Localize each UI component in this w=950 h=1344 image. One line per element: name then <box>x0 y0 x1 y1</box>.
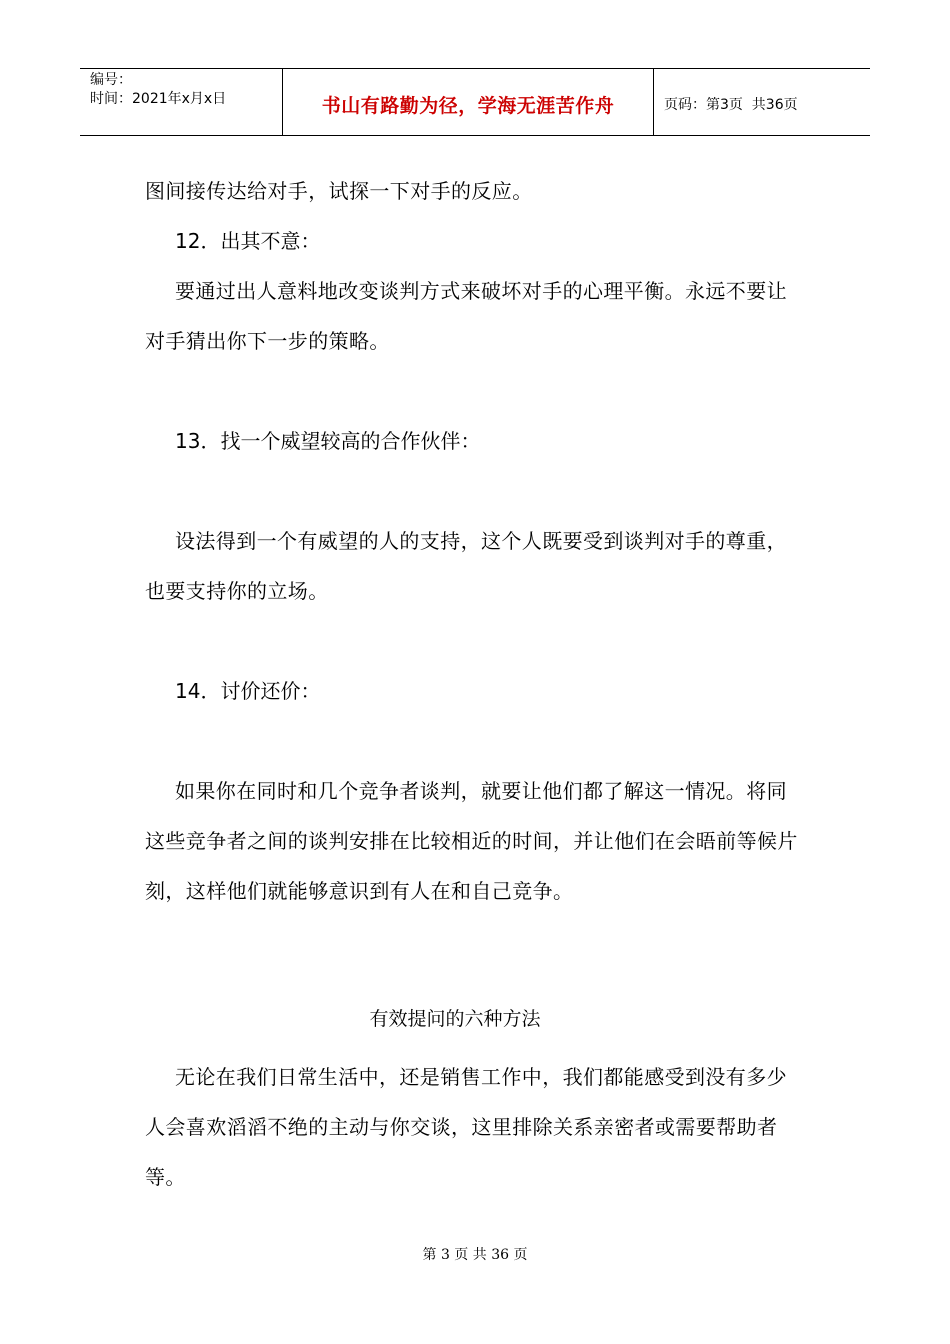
header-page-cell <box>654 69 870 135</box>
item-13-heading: 13．找一个威望较高的合作伙伴： <box>175 429 481 453</box>
page-header <box>80 68 870 136</box>
section-intro-paragraph: 无论在我们日常生活中，还是销售工作中，我们都能感受到没有多少人会喜欢滔滔不绝的主动与你交谈，这里排除关系亲密者或需要帮助者等。 <box>145 1065 787 1189</box>
section-title: 有效提问的六种方法 <box>369 1008 541 1030</box>
item-14-paragraph: 如果你在同时和几个竞争者谈判，就要让他们都了解这一情况。将同这些竞争者之间的谈判安排在比较相近的时间，并让他们在会晤前等候片刻，这样他们就能够意识到有人在和自己竞争。 <box>145 779 798 903</box>
header-motto-cell <box>282 69 654 135</box>
document-number-label: 编号： <box>90 72 132 88</box>
document-body <box>145 166 805 1202</box>
item-14-heading: 14．讨价还价： <box>175 679 321 703</box>
header-page-info: 页码：第3页 共36页 <box>664 97 798 113</box>
item-13-paragraph: 设法得到一个有威望的人的支持，这个人既要受到谈判对手的尊重，也要支持你的立场。 <box>145 529 787 603</box>
continuation-paragraph: 图间接传达给对手，试探一下对手的反应。 <box>145 179 533 203</box>
header-meta <box>80 69 282 135</box>
item-12-paragraph: 要通过出人意料地改变谈判方式来破坏对手的心理平衡。永远不要让对手猜出你下一步的策略。 <box>145 279 787 353</box>
document-date: 时间：2021年x月x日 <box>90 91 227 107</box>
item-12-heading: 12．出其不意： <box>175 229 321 253</box>
page-footer: 第 3 页 共 36 页 <box>422 1247 528 1263</box>
header-motto: 书山有路勤为径，学海无涯苦作舟 <box>321 94 615 117</box>
